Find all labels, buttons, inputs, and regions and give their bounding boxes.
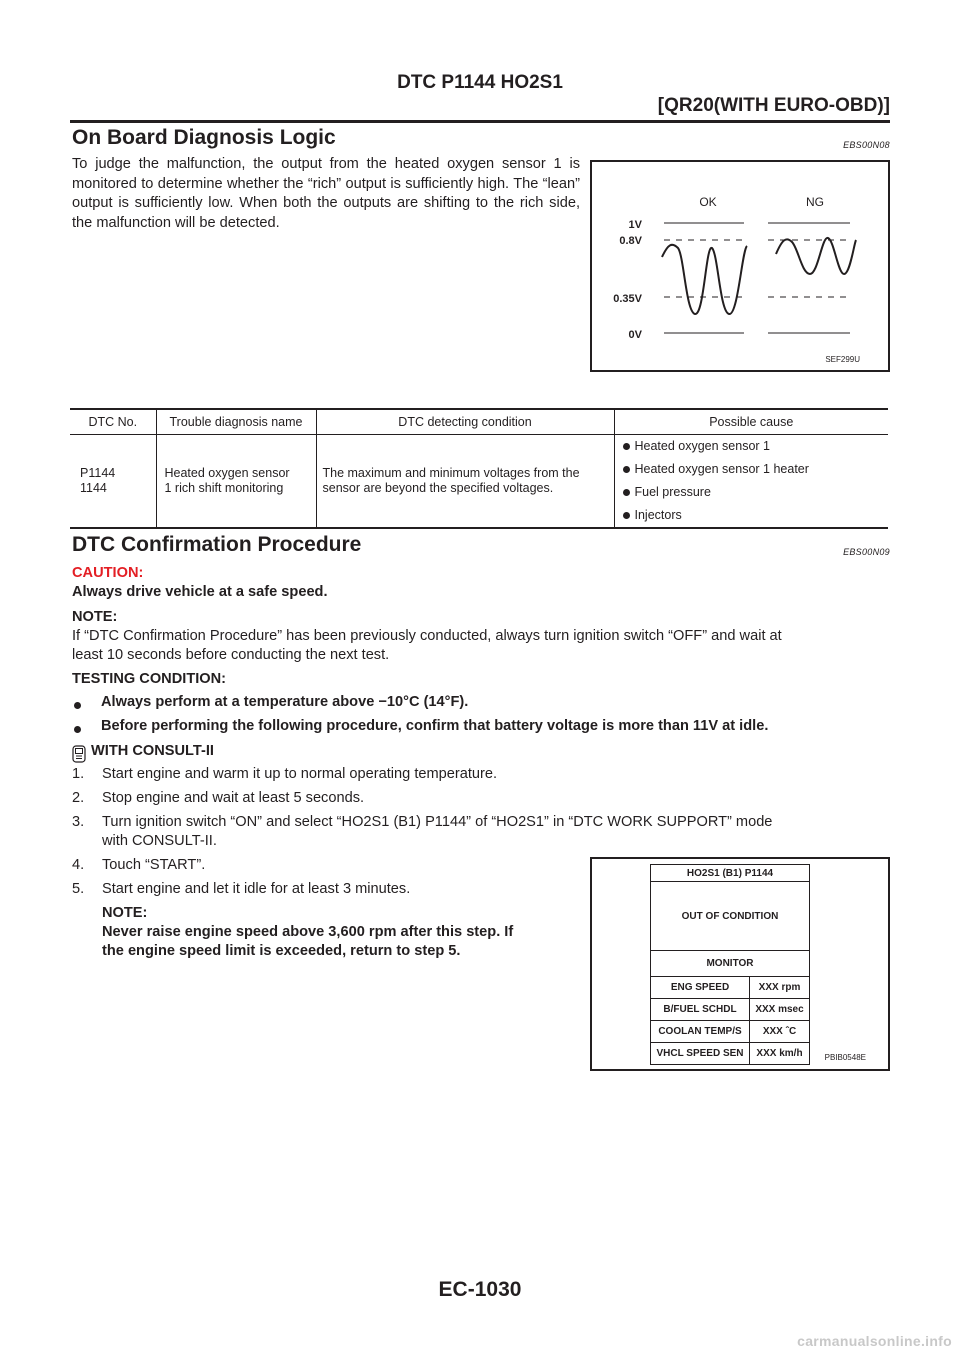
- dtc-table: [70, 408, 888, 529]
- bullet-icon: [74, 702, 81, 709]
- header-rule: [70, 120, 890, 123]
- diagnosis-name-line: Heated oxygen sensor: [164, 466, 290, 480]
- dtc-number-short: 1144: [80, 481, 107, 495]
- label-035v: 0.35V: [613, 293, 642, 305]
- possible-cause-item: Heated oxygen sensor 1: [621, 435, 883, 458]
- ok-label: OK: [699, 195, 717, 209]
- step-number: 1.: [72, 766, 85, 782]
- figure-code: SEF299U: [825, 355, 860, 364]
- monitor-row-value: XXX km/h: [749, 1042, 810, 1065]
- table-row: [70, 435, 888, 529]
- consult-icon: [72, 745, 86, 768]
- caution-label: CAUTION:: [72, 565, 144, 581]
- monitor-row-value: XXX rpm: [749, 976, 810, 999]
- possible-cause-item: Heated oxygen sensor 1 heater: [621, 458, 883, 481]
- step-text: Stop engine and wait at least 5 seconds.: [102, 790, 365, 806]
- bullet-icon: [74, 726, 81, 733]
- step-item: [72, 857, 206, 873]
- step-text: Start engine and let it idle for at least 3 minutes.: [102, 881, 411, 897]
- testing-condition-item: Before performing the following procedure, confirm that battery voltage is more than 11V at idle.: [101, 718, 769, 734]
- step-number: 3.: [72, 814, 85, 830]
- step-number: 5.: [72, 881, 85, 897]
- page-subtitle: [QR20(WITH EURO-OBD)]: [657, 95, 890, 116]
- detecting-condition-line: sensor are beyond the specified voltages.: [322, 481, 554, 495]
- label-08v: 0.8V: [619, 235, 642, 247]
- label-0v: 0V: [628, 329, 642, 341]
- table-header: Possible cause: [614, 409, 888, 435]
- step-text-continuation: with CONSULT-II.: [102, 833, 217, 849]
- monitor-row-label: VHCL SPEED SEN: [650, 1042, 750, 1065]
- diagnosis-name-line: 1 rich shift monitoring: [164, 481, 284, 495]
- note-line: least 10 seconds before conducting the next test.: [72, 647, 390, 663]
- step-item: [72, 881, 411, 897]
- monitor-row-label: B/FUEL SCHDL: [650, 998, 750, 1021]
- watermark: carmanualsonline.info: [797, 1333, 952, 1349]
- monitor-row-value: XXX ˆC: [749, 1020, 810, 1043]
- ng-label: NG: [806, 195, 824, 209]
- table-header: DTC detecting condition: [316, 409, 614, 435]
- consult-screen-panel: [650, 864, 810, 1059]
- consult-heading: WITH CONSULT-II: [91, 743, 214, 759]
- detecting-condition-line: The maximum and minimum voltages from the: [322, 466, 580, 480]
- possible-cause-item: Injectors: [621, 504, 883, 527]
- ng-waveform: [776, 238, 856, 274]
- note-label: NOTE:: [72, 609, 118, 625]
- note-line: If “DTC Confirmation Procedure” has been previously conducted, always turn ignition switch “OFF” and wait at: [72, 628, 782, 644]
- step-note-line: Never raise engine speed above 3,600 rpm after this step. If: [102, 924, 514, 940]
- section-code: EBS00N08: [843, 140, 890, 150]
- step-text: Turn ignition switch “ON” and select “HO2S1 (B1) P1144” of “HO2S1” in “DTC WORK SUPPORT” mode: [102, 814, 773, 830]
- section-title-confirmation-procedure: DTC Confirmation Procedure: [72, 533, 362, 556]
- possible-cause-cell: [614, 435, 888, 529]
- step-number: 2.: [72, 790, 85, 806]
- step-note-line: the engine speed limit is exceeded, return to step 5.: [102, 943, 461, 959]
- possible-cause-item: Fuel pressure: [621, 481, 883, 504]
- monitor-row-label: COOLAN TEMP/S: [650, 1020, 750, 1043]
- step-number: 4.: [72, 857, 85, 873]
- testing-condition-label: TESTING CONDITION:: [72, 671, 227, 687]
- consult-screen-status: OUT OF CONDITION: [650, 881, 810, 951]
- diagnosis-logic-paragraph: To judge the malfunction, the output from the heated oxygen sensor 1 is monitored to determine whether the “rich” output is sufficiently high. The “lean” output is sufficiently low. When both the outputs are shifting to the rich side, the malfunction will be detected.: [72, 156, 580, 231]
- caution-text: Always drive vehicle at a safe speed.: [72, 584, 328, 600]
- table-header: DTC No.: [70, 409, 156, 435]
- figure-code: PBIB0548E: [824, 1053, 866, 1062]
- consult-screen-figure: [590, 857, 890, 1071]
- section-title-diagnosis-logic: On Board Diagnosis Logic: [72, 126, 336, 149]
- testing-condition-item: Always perform at a temperature above −10°C (14°F).: [101, 694, 469, 710]
- step-text: Touch “START”.: [102, 857, 206, 873]
- monitor-row-value: XXX msec: [749, 998, 810, 1021]
- detecting-condition-cell: [316, 435, 614, 529]
- step-item: [72, 766, 498, 782]
- diagnosis-name-cell: [156, 435, 316, 529]
- waveform-diagram: [592, 162, 888, 370]
- step-note-label: NOTE:: [102, 905, 148, 921]
- step-item: [72, 814, 773, 830]
- monitor-row-label: ENG SPEED: [650, 976, 750, 999]
- label-1v: 1V: [628, 219, 642, 231]
- ok-waveform: [662, 245, 747, 314]
- page-number: EC-1030: [438, 1278, 522, 1301]
- dtc-number-cell: [70, 435, 156, 529]
- table-header: Trouble diagnosis name: [156, 409, 316, 435]
- step-text: Start engine and warm it up to normal operating temperature.: [102, 766, 498, 782]
- consult-screen-title: HO2S1 (B1) P1144: [650, 864, 810, 882]
- step-item: [72, 790, 365, 806]
- waveform-figure: [590, 160, 890, 372]
- page-title: DTC P1144 HO2S1: [397, 72, 563, 93]
- consult-monitor-header: MONITOR: [650, 950, 810, 977]
- dtc-number: P1144: [80, 466, 116, 480]
- section-code: EBS00N09: [843, 547, 890, 557]
